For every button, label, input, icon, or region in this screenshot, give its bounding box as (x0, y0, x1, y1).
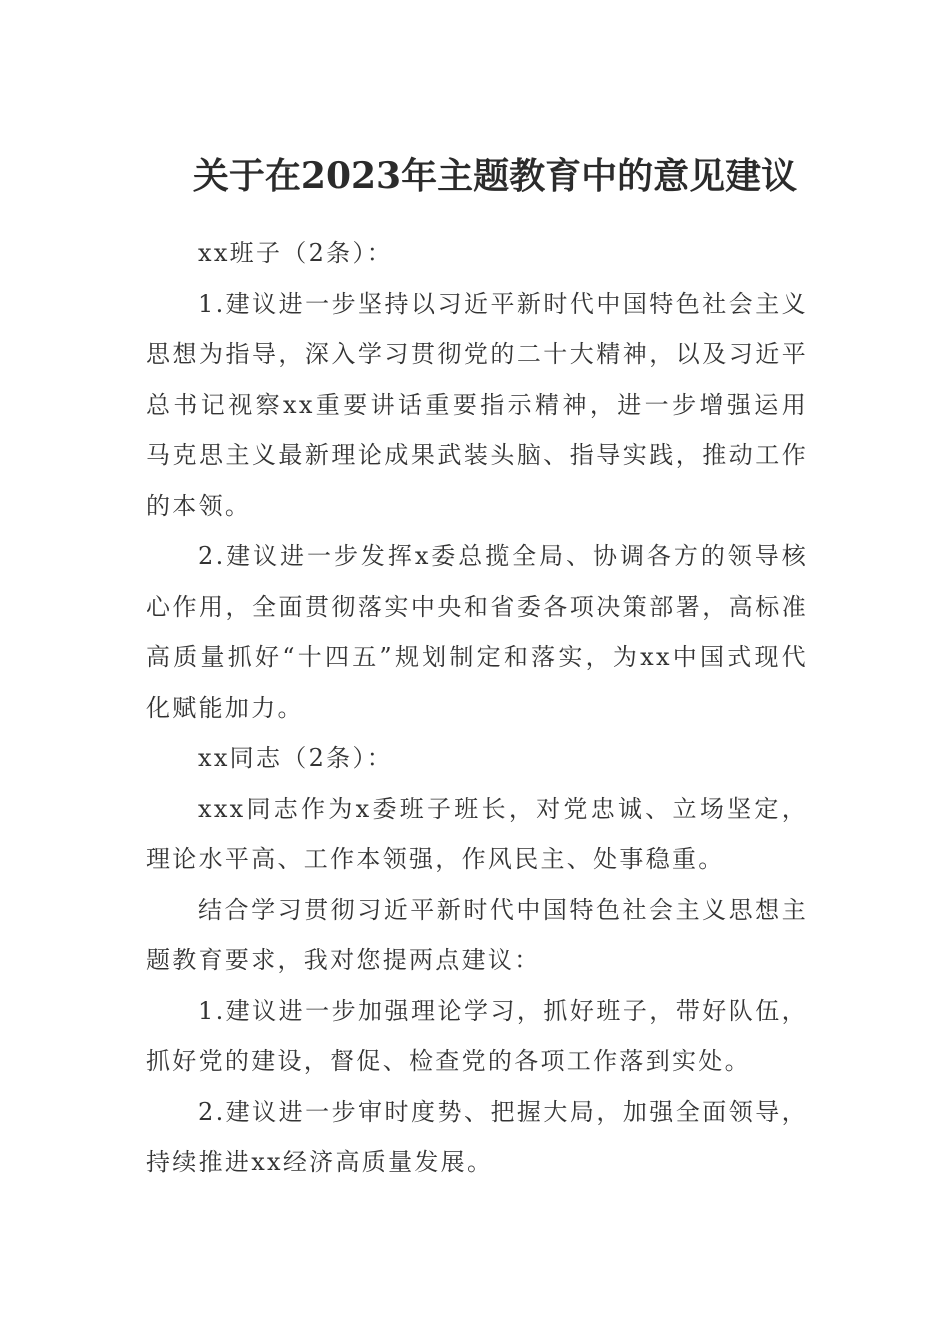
section-heading-team: xx班子（2条）： (198, 239, 394, 267)
document-title: 关于在2023年主题教育中的意见建议 (192, 155, 798, 197)
comrade-evaluation: xxx同志作为x委班子班长，对党忠诚、立场坚定，理论水平高、工作本领强，作风民主、处事稳重。 (146, 794, 808, 873)
comrade-suggestion-1: 1.建议进一步加强理论学习，抓好班子，带好队伍，抓好党的建设，督促、检查党的各项工作落到实处。 (146, 996, 808, 1075)
team-suggestion-1: 1.建议进一步坚持以习近平新时代中国特色社会主义思想为指导，深入学习贯彻党的二十大精神，以及习近平总书记视察xx重要讲话重要指示精神，进一步增强运用马克思主义最新理论成果武装头脑、指导实践，推动工作的本领。 (146, 289, 808, 520)
section-heading-comrade: xx同志（2条）： (198, 744, 394, 772)
document-body (146, 228, 808, 1188)
suggestion-intro: 结合学习贯彻习近平新时代中国特色社会主义思想主题教育要求，我对您提两点建议： (146, 895, 808, 974)
team-suggestion-2: 2.建议进一步发挥x委总揽全局、协调各方的领导核心作用，全面贯彻落实中央和省委各项决策部署，高标准高质量抓好“十四五”规划制定和落实，为xx中国式现代化赋能加力。 (146, 542, 808, 722)
comrade-suggestion-2: 2.建议进一步审时度势、把握大局，加强全面领导，持续推进xx经济高质量发展。 (146, 1097, 808, 1176)
